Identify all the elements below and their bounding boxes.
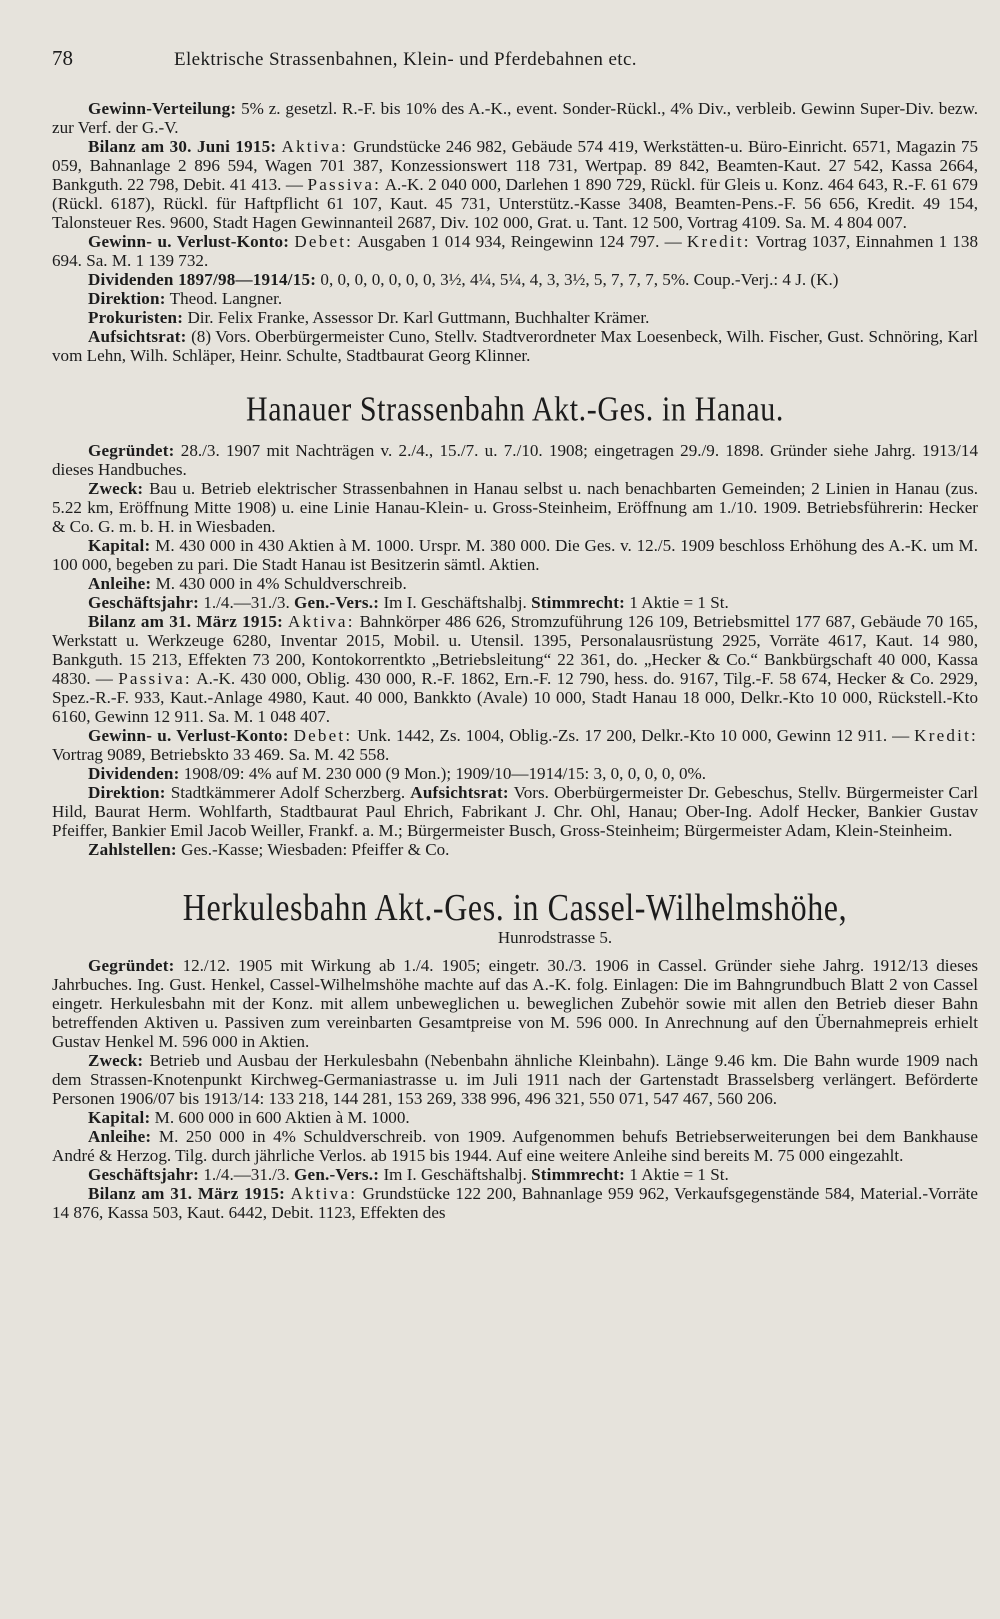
- paragraph-kapital: Kapital: M. 600 000 in 600 Aktien à M. 1000.: [88, 1108, 410, 1127]
- company-title-hanau: Hanauer Strassenbahn Akt.-Ges. in Hanau.: [245, 389, 785, 429]
- running-title: Elektrische Strassenbahnen, Klein- und Pferdebahnen etc.: [174, 49, 637, 70]
- section-herkulesbahn: [52, 956, 978, 1222]
- paragraph-geschaeftsjahr: Geschäftsjahr: 1./4.—31./3. Gen.-Vers.: Im I. Geschäftshalbj. Stimmrecht: 1 Aktie = 1 St.: [88, 593, 729, 612]
- paragraph-zweck: Zweck: Betrieb und Ausbau der Herkulesbahn (Nebenbahn ähnliche Kleinbahn). Länge 9.46 km. Die Bahn wurde 1909 nach dem Strassen-Knotenpunkt Kirchweg-Germaniastrasse u. im Juli 1911 nach der Gartenstadt Brasselsberg verlängert. Beförderte Personen 1906/07 bis 1913/14: 133 218, 144 281, 153 269, 338 996, 496 321, 550 071, 547 467, 560 206.: [52, 1051, 978, 1108]
- paragraph-bilanz: Bilanz am 31. März 1915: Aktiva: Grundstücke 122 200, Bahnanlage 959 962, Verkaufsgegenstände 584, Material.-Vorräte 14 876, Kassa 503, Kaut. 6442, Debit. 1123, Effekten des: [52, 1184, 979, 1222]
- paragraph-gewinn-verlust: Gewinn- u. Verlust-Konto: Debet: Unk. 1442, Zs. 1004, Oblig.-Zs. 17 200, Delkr.-Kto 10 000, Gewinn 12 911. — Kredit: Vortrag 9089, Betriebskto 33 469. Sa. M. 42 558.: [52, 726, 978, 764]
- paragraph-kapital: Kapital: M. 430 000 in 430 Aktien à M. 1000. Urspr. M. 380 000. Die Ges. v. 12./5. 1909 beschloss Erhöhung des A.-K. um M. 100 000, begeben zu pari. Die Stadt Hanau ist Besitzerin sämtl. Aktien.: [52, 536, 978, 574]
- paragraph-zahlstellen: Zahlstellen: Ges.-Kasse; Wiesbaden: Pfeiffer & Co.: [88, 840, 450, 859]
- paragraph-gewinn-verlust: Gewinn- u. Verlust-Konto: Debet: Ausgaben 1 014 934, Reingewinn 124 797. — Kredit: Vortrag 1037, Einnahmen 1 138 694. Sa. M. 1 139 732.: [52, 232, 978, 270]
- paragraph-dividenden: Dividenden 1897/98—1914/15: 0, 0, 0, 0, 0, 0, 0, 3½, 4¼, 5¼, 4, 3, 3½, 5, 7, 7, 7, 5%. Coup.-Verj.: 4 J. (K.): [88, 270, 839, 289]
- section-hanau: [52, 441, 978, 859]
- paragraph-dividenden: Dividenden: 1908/09: 4% auf M. 230 000 (9 Mon.); 1909/10—1914/15: 3, 0, 0, 0, 0, 0%.: [88, 764, 707, 783]
- company-address: Hunrodstrasse 5.: [497, 928, 613, 947]
- paragraph-gegruendet: Gegründet: 12./12. 1905 mit Wirkung ab 1./4. 1905; eingetr. 30./3. 1906 in Cassel. Gründer siehe Jahrg. 1912/13 dieses Jahrbuches. Ing. Gust. Henkel, Cassel-Wilhelmshöhe machte auf das A.-K. folg. Einlagen: Die im Bahngrundbuch Blatt 2 von Cassel eingetr. Herkulesbahn mit der Konz. mit allem unbeweglichen u. beweglichen Zubehör sowie mit allen den Betrieb dieser Bahn betreffenden Aktiven u. Passiven zum vereinbarten Gesamtpreise von M. 596 000. In Anrechnung auf den Übernahmepreis erhielt Gustav Henkel M. 596 000 in Aktien.: [52, 956, 978, 1051]
- paragraph-prokuristen: Prokuristen: Dir. Felix Franke, Assessor Dr. Karl Guttmann, Buchhalter Krämer.: [88, 308, 650, 327]
- paragraph-bilanz: Bilanz am 30. Juni 1915: Aktiva: Grundstücke 246 982, Gebäude 574 419, Werkstätten-u. Büro-Einricht. 6571, Magazin 75 059, Bahnanlage 2 896 594, Wagen 701 387, Konzessionswert 118 731, Wertpap. 89 842, Beamten-Kaut. 27 542, Kassa 2664, Bankguth. 22 798, Debit. 41 413. — Passiva: A.-K. 2 040 000, Darlehen 1 890 729, Rückl. für Gleis u. Konz. 464 643, R.-F. 61 679 (Rückl. 6187), Rückl. für Haftpflicht 61 107, Kaut. 45 731, Unterstütz.-Kasse 3408, Beamten-Pens.-F. 56 656, Kredit. 49 154, Talonsteuer Res. 9600, Stadt Hagen Gewinnanteil 2687, Div. 102 000, Grat. u. Tant. 12 500, Vortrag 4109. Sa. M. 4 804 007.: [52, 137, 978, 232]
- page-number: 78: [52, 46, 73, 70]
- company-title-herkulesbahn: Herkulesbahn Akt.-Ges. in Cassel-Wilhelmshöhe,: [182, 885, 848, 929]
- paragraph-direktion: Direktion: Theod. Langner.: [88, 289, 283, 308]
- paragraph-gegruendet: Gegründet: 28./3. 1907 mit Nachträgen v. 2./4., 15./7. u. 7./10. 1908; eingetragen 29./9. 1898. Gründer siehe Jahrg. 1913/14 dieses Handbuches.: [52, 441, 979, 479]
- paragraph-direktion: Direktion: Stadtkämmerer Adolf Scherzberg. Aufsichtsrat: Vors. Oberbürgermeister Dr. Gebeschus, Stellv. Bürgermeister Carl Hild, Baurat Herm. Wohlfarth, Stadtbaurat Paul Ehrich, Fabrikant J. Chr. Ohl, Hanau; Ober-Ing. Adolf Hecker, Bankier Gustav Pfeiffer, Bankier Emil Jacob Weiller, Frankf. a. M.; Bürgermeister Busch, Gross-Steinheim; Bürgermeister Adam, Klein-Steinheim.: [52, 783, 978, 840]
- page-header: [52, 46, 978, 71]
- paragraph-zweck: Zweck: Bau u. Betrieb elektrischer Strassenbahnen in Hanau selbst u. nach benachbarten Gemeinden; 2 Linien in Hanau (zus. 5.22 km, Eröffnung Mitte 1908) u. eine Linie Hanau-Klein- u. Gross-Steinheim, Eröffnung am 1./10. 1909. Betriebsführerin: Hecker & Co. G. m. b. H. in Wiesbaden.: [52, 479, 978, 536]
- paragraph-gewinn-verteilung: Gewinn-Verteilung: 5% z. gesetzl. R.-F. bis 10% des A.-K., event. Sonder-Rückl., 4% Div., verbleib. Gewinn Super-Div. bezw. zur Verf. der G.-V.: [52, 99, 978, 137]
- paragraph-anleihe: Anleihe: M. 430 000 in 4% Schuldverschreib.: [88, 574, 407, 593]
- paragraph-anleihe: Anleihe: M. 250 000 in 4% Schuldverschreib. von 1909. Aufgenommen behufs Betriebserweiterungen bei dem Bankhause André & Herzog. Tilg. durch jährliche Verlos. ab 1915 bis 1944. Auf eine weitere Anleihe sind bereits M. 75 000 eingezahlt.: [52, 1127, 978, 1165]
- paragraph-geschaeftsjahr: Geschäftsjahr: 1./4.—31./3. Gen.-Vers.: Im I. Geschäftshalbj. Stimmrecht: 1 Aktie = 1 St.: [88, 1165, 729, 1184]
- paragraph-aufsichtsrat: Aufsichtsrat: (8) Vors. Oberbürgermeister Cuno, Stellv. Stadtverordneter Max Loesenbeck, Wilh. Fischer, Gust. Schnöring, Karl vom Lehn, Wilh. Schläper, Heinr. Schulte, Stadtbaurat Georg Klinner.: [52, 327, 978, 365]
- section-continuation: [52, 99, 978, 365]
- paragraph-bilanz: Bilanz am 31. März 1915: Aktiva: Bahnkörper 486 626, Stromzuführung 126 109, Betriebsmittel 177 687, Gebäude 70 165, Werkstatt u. Werkzeuge 6280, Inventar 2015, Mobil. u. Utensil. 1395, Personalausrüstung 2925, Vorräte 4617, Kaut. 14 980, Bankguth. 15 213, Effekten 73 200, Kontokorrentkto „Betriebsleitung“ 22 361, do. „Hecker & Co.“ Bankbürgschaft 40 000, Kassa 4830. — Passiva: A.-K. 430 000, Oblig. 430 000, R.-F. 1862, Ern.-F. 12 790, hess. do. 9167, Tilg.-F. 58 674, Hecker & Co. 2929, Spez.-R.-F. 933, Kaut.-Anlage 4980, Kaut. 40 000, Bankkto (Avale) 10 000, Stadt Hanau 18 000, Delkr.-Kto 10 000, Rückstell.-Kto 6160, Gewinn 12 911. Sa. M. 1 048 407.: [52, 612, 978, 726]
